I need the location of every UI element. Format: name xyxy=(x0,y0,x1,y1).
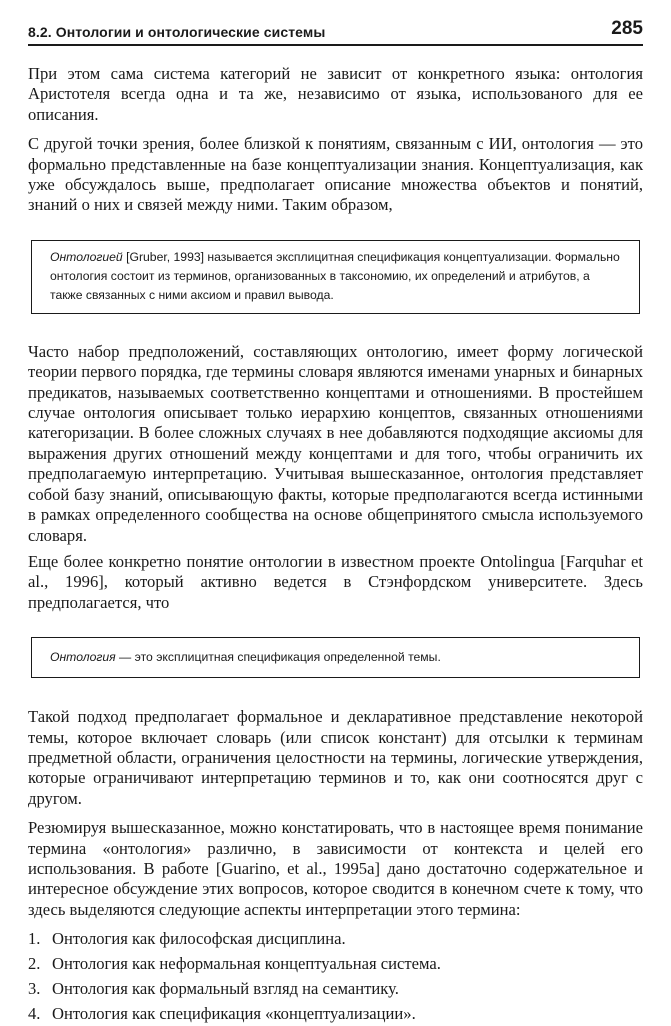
list-text: Онтология как формальный взгляд на семантику. xyxy=(52,979,399,999)
list-item xyxy=(28,926,643,951)
definition-term: Онтологией xyxy=(50,249,123,264)
definition-box xyxy=(31,240,640,314)
running-header xyxy=(28,18,643,46)
definition-text: — это эксплицитная спецификация определенной темы. xyxy=(115,650,441,665)
list-text: Онтология как неформальная концептуальная система. xyxy=(52,954,441,974)
definition-term: Онтология xyxy=(50,650,116,665)
list-text: Онтология как философская дисциплина. xyxy=(52,929,346,949)
paragraph: При этом сама система категорий не зависит от конкретного языка: онтология Аристотеля всегда одна и та же, независимо от языка, использованого для ее описания. xyxy=(28,64,643,124)
page-number: 285 xyxy=(611,18,643,39)
book-page xyxy=(28,18,643,1026)
paragraph: С другой точки зрения, более близкой к понятиям, связанным с ИИ, онтология — это формально представленные на базе концептуализации знания. Концептуализация, как уже обсуждалось выше, предполагает описание множества объектов и понятий, знаний о них и связей между ними. Таким образом, xyxy=(28,134,643,215)
list-number: 3. xyxy=(28,979,41,999)
paragraph: Часто набор предположений, составляющих онтологию, имеет форму логической теории первого порядка, где термины словаря являются именами унарных и бинарных предикатов, называемых соответственно концептами и отношениями. В простейшем случае онтология описывает только иерархию концептов, связанных отношениями категоризации. В более сложных случаях в нее добавляются подходящие аксиомы для выражения других отношений между концептами и для того, чтобы ограничить их предполагаемую интерпретацию. Учитывая вышесказанное, онтология представляет собой базу знаний, описывающую факты, которые предполагаются всегда истинными в рамках определенного сообщества на основе общепринятого смысла используемого словаря. xyxy=(28,341,643,545)
list-number: 4. xyxy=(28,1004,41,1024)
list-number: 2. xyxy=(28,954,41,974)
list-item xyxy=(28,951,643,976)
paragraph: Резюмируя вышесказанное, можно констатировать, что в настоящее время понимание термина «онтология» различно, в зависимости от контекста и целей его использования. В работе [Guarino, et al., 1995a] дано достаточно содержательное и интересное обсуждение этих вопросов, которое сводится в конечном счете к тому, что здесь выделяются следующие аспекты интерпретации этого термина: xyxy=(28,818,643,919)
section-title: 8.2. Онтологии и онтологические системы xyxy=(28,24,326,40)
definition-box xyxy=(31,637,640,678)
list-item xyxy=(28,1001,643,1026)
paragraph: Такой подход предполагает формальное и декларативное представление некоторой темы, которое включает словарь (или список констант) для отсылки к терминам предметной области, ограничения целостности на термины, логические утверждения, которые ограничивают интерпретацию терминов и то, как они соотносятся друг с другом. xyxy=(28,707,643,808)
list-item xyxy=(28,976,643,1001)
list-number: 1. xyxy=(28,929,41,949)
paragraph: Еще более конкретно понятие онтологии в известном проекте Ontolingua [Farquhar et al., 1996], который активно ведется в Стэнфордском университете. Здесь предполагается, что xyxy=(28,551,643,612)
list-text: Онтология как спецификация «концептуализации». xyxy=(52,1004,416,1024)
aspects-list xyxy=(28,926,643,1026)
definition-text: [Gruber, 1993] называется эксплицитная спецификация концептуализации. Формально онтология состоит из терминов, организованных в таксономию, их определений и атрибутов, а также связанных с ними аксиом и правил вывода. xyxy=(50,249,620,302)
